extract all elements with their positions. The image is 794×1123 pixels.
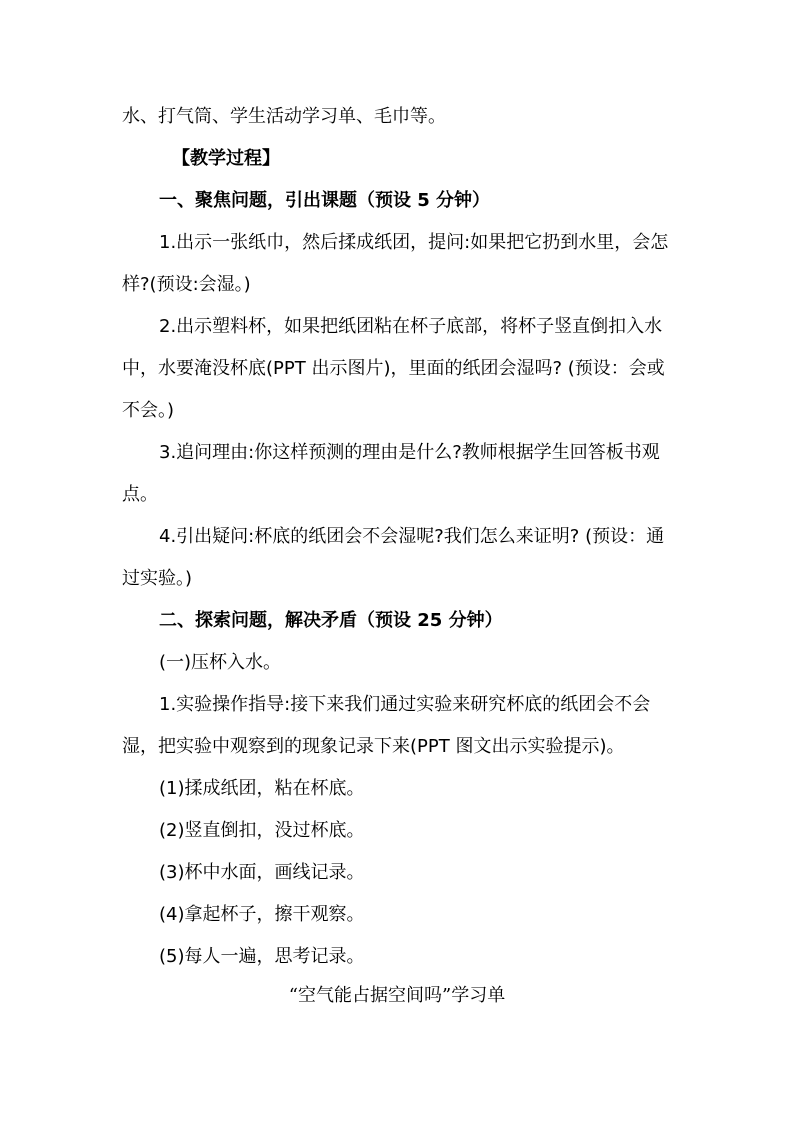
list-item-4: (4)拿起杯子，擦干观察。: [159, 904, 365, 925]
list-item-1: (1)揉成纸团，粘在杯底。: [159, 778, 365, 799]
paragraph-step-2-line-1: 2.出示塑料杯，如果把纸团粘在杯子底部，将杯子竖直倒扣入水: [159, 316, 663, 337]
subheading-press-cup: (一)压杯入水。: [159, 652, 282, 673]
worksheet-caption: “空气能占据空间吗”学习单: [288, 985, 506, 1006]
section-heading-teaching-process: 【教学过程】: [172, 148, 280, 169]
paragraph-step-1-line-1: 1.出示一张纸巾，然后揉成纸团，提问:如果把它扔到水里，会怎: [159, 232, 669, 253]
heading-part-one: 一、聚焦问题，引出课题（预设 5 分钟）: [159, 190, 491, 211]
list-item-5: (5)每人一遍，思考记录。: [159, 946, 365, 967]
heading-part-two: 二、探索问题，解决矛盾（预设 25 分钟）: [159, 610, 503, 631]
paragraph-experiment-guide-line-1: 1.实验操作指导:接下来我们通过实验来研究杯底的纸团会不会: [159, 694, 651, 715]
paragraph-step-3-line-1: 3.追问理由:你这样预测的理由是什么?教师根据学生回答板书观: [159, 442, 660, 463]
list-item-2: (2)竖直倒扣，没过杯底。: [159, 820, 365, 841]
paragraph-step-2-line-3: 不会。): [122, 400, 175, 421]
list-item-3: (3)杯中水面，画线记录。: [159, 862, 365, 883]
paragraph-step-4-line-2: 过实验。): [122, 568, 193, 589]
paragraph-step-4-line-1: 4.引出疑问:杯底的纸团会不会湿呢?我们怎么来证明? (预设：通: [159, 526, 665, 547]
paragraph-experiment-guide-line-2: 湿，把实验中观察到的现象记录下来(PPT 图文出示实验提示)。: [122, 736, 625, 757]
paragraph-step-2-line-2: 中，水要淹没杯底(PPT 出示图片)，里面的纸团会湿吗? (预设：会或: [122, 358, 665, 379]
paragraph-materials-end: 水、打气筒、学生活动学习单、毛巾等。: [122, 106, 446, 127]
paragraph-step-3-line-2: 点。: [122, 484, 158, 505]
paragraph-step-1-line-2: 样?(预设:会湿。): [122, 274, 251, 295]
